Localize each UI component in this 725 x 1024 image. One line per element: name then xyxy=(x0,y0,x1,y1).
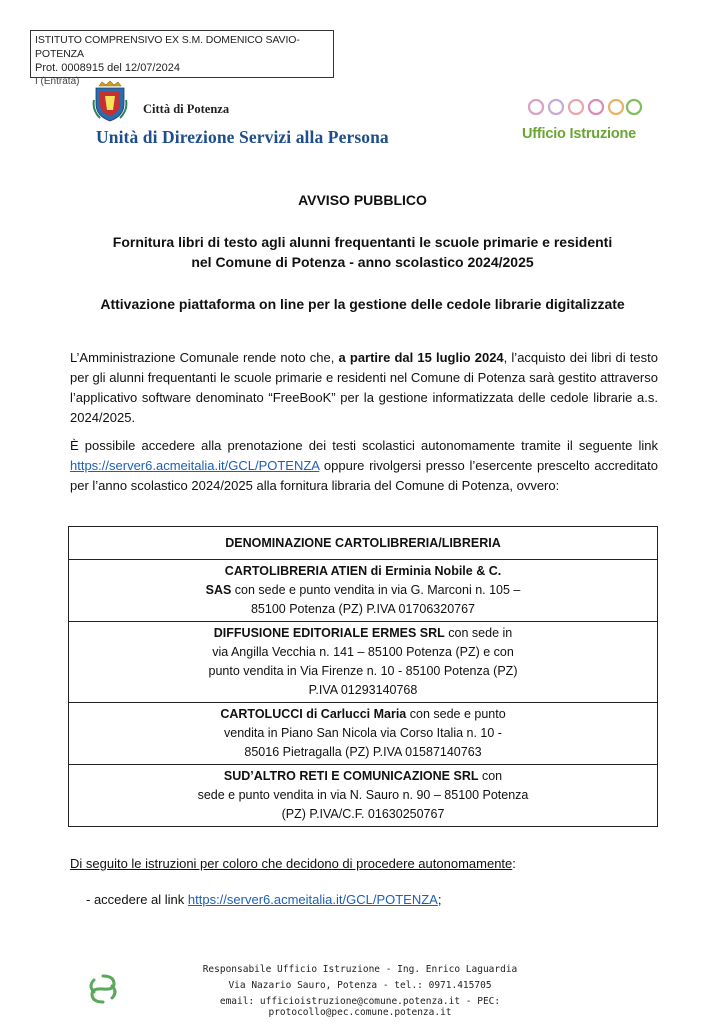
footer-responsible: Responsabile Ufficio Istruzione - Ing. Enrico Laguardia xyxy=(202,964,518,975)
intro-text-end: , l’acquisto dei libri di testo per gli alunni frequentanti le scuole primarie e residenti nel Comune di Potenza sarà gestito attraverso l’applicativo software denominato “FreeBooK” per la gestione informatizzata delle cedole librarie a.s. 2024/2025. xyxy=(70,350,658,425)
instructions-heading xyxy=(70,856,516,871)
footer-contacts: email: ufficioistruzione@comune.potenza.it - PEC: protocollo@pec.comune.potenza.it xyxy=(219,996,501,1018)
ufficio-istruzione-footer-icon xyxy=(84,970,122,1008)
shop-address: con sede in xyxy=(444,626,513,640)
shop-address: via Angilla Vecchia n. 141 – 85100 Potenza (PZ) e con xyxy=(212,645,514,659)
intro-text-start: L’Amministrazione Comunale rende noto che, xyxy=(70,350,339,365)
shop-name-suffix: SAS xyxy=(205,583,232,597)
table-row xyxy=(69,703,658,765)
shop-vat: 85016 Pietragalla (PZ) P.IVA 01587140763 xyxy=(244,745,482,759)
protocol-stamp xyxy=(30,30,334,87)
shop-vat: P.IVA 01293140768 xyxy=(308,683,418,697)
city-name: Città di Potenza xyxy=(143,102,230,116)
activation-title: Attivazione piattaforma on line per la gestione delle cedole librarie digitalizzate xyxy=(100,296,625,312)
bookshops-table xyxy=(68,526,658,827)
access-paragraph xyxy=(70,436,658,496)
instructions-heading-colon: : xyxy=(512,856,516,871)
instructions-heading-text: Di seguito le istruzioni per coloro che decidono di procedere autonomamente xyxy=(70,856,513,871)
stamp-direction: I (Entrata) xyxy=(35,76,80,87)
ufficio-istruzione-rings-icon xyxy=(526,96,644,118)
unit-title: Unità di Direzione Servizi alla Persona xyxy=(96,127,389,147)
supply-title-line2: nel Comune di Potenza - anno scolastico 2024/2025 xyxy=(191,254,534,270)
access-text-start: È possibile accedere alla prenotazione dei testi scolastici autonomamente tramite il seguente link xyxy=(70,438,658,453)
shop-vat: (PZ) P.IVA/C.F. 01630250767 xyxy=(281,807,445,821)
table-row xyxy=(69,622,658,703)
shop-vat: 85100 Potenza (PZ) P.IVA 01706320767 xyxy=(250,602,476,616)
stamp-institute: ISTITUTO COMPRENSIVO EX S.M. DOMENICO SAVIO-POTENZA xyxy=(35,34,300,60)
city-crest-icon xyxy=(92,80,128,122)
intro-date: a partire dal 15 luglio 2024 xyxy=(338,350,504,365)
shop-name: DIFFUSIONE EDITORIALE ERMES SRL xyxy=(213,626,445,640)
shop-address: punto vendita in Via Firenze n. 10 - 85100 Potenza (PZ) xyxy=(208,664,518,678)
table-header: DENOMINAZIONE CARTOLIBRERIA/LIBRERIA xyxy=(69,527,658,560)
shop-name: CARTOLUCCI di Carlucci Maria xyxy=(220,707,407,721)
instruction-step-end: ; xyxy=(437,892,442,907)
notice-title: AVVISO PUBBLICO xyxy=(298,192,427,208)
instruction-link[interactable]: https://server6.acmeitalia.it/GCL/POTENZA xyxy=(187,892,438,907)
instruction-step-text: - accedere al link xyxy=(86,892,188,907)
shop-name: SUD’ALTRO RETI E COMUNICAZIONE SRL xyxy=(223,769,479,783)
platform-link[interactable]: https://server6.acmeitalia.it/GCL/POTENZA xyxy=(70,458,320,473)
supply-title-line1: Fornitura libri di testo agli alunni frequentanti le scuole primarie e residenti xyxy=(112,234,613,250)
footer-address: Via Nazario Sauro, Potenza - tel.: 0971.415705 xyxy=(228,980,492,991)
intro-paragraph xyxy=(70,348,658,428)
shop-address: con xyxy=(478,769,503,783)
access-text-end: oppure rivolgersi presso l’esercente prescelto accreditato per l’anno scolastico 2024/2025 alla fornitura libraria del Comune di Potenza, ovvero: xyxy=(70,458,658,493)
shop-name: CARTOLIBRERIA ATIEN di Erminia Nobile & C. xyxy=(224,564,502,578)
shop-address: con sede e punto xyxy=(406,707,506,721)
stamp-protocol: Prot. 0008915 del 12/07/2024 xyxy=(35,62,180,74)
instruction-step xyxy=(86,892,441,907)
shop-address: sede e punto vendita in via N. Sauro n. 90 – 85100 Potenza xyxy=(197,788,529,802)
ufficio-istruzione-logo-text: Ufficio Istruzione xyxy=(522,126,637,142)
shop-address: vendita in Piano San Nicola via Corso Italia n. 10 - xyxy=(224,726,502,740)
table-row xyxy=(69,560,658,622)
table-row xyxy=(69,765,658,827)
shop-address: con sede e punto vendita in via G. Marconi n. 105 – xyxy=(231,583,521,597)
